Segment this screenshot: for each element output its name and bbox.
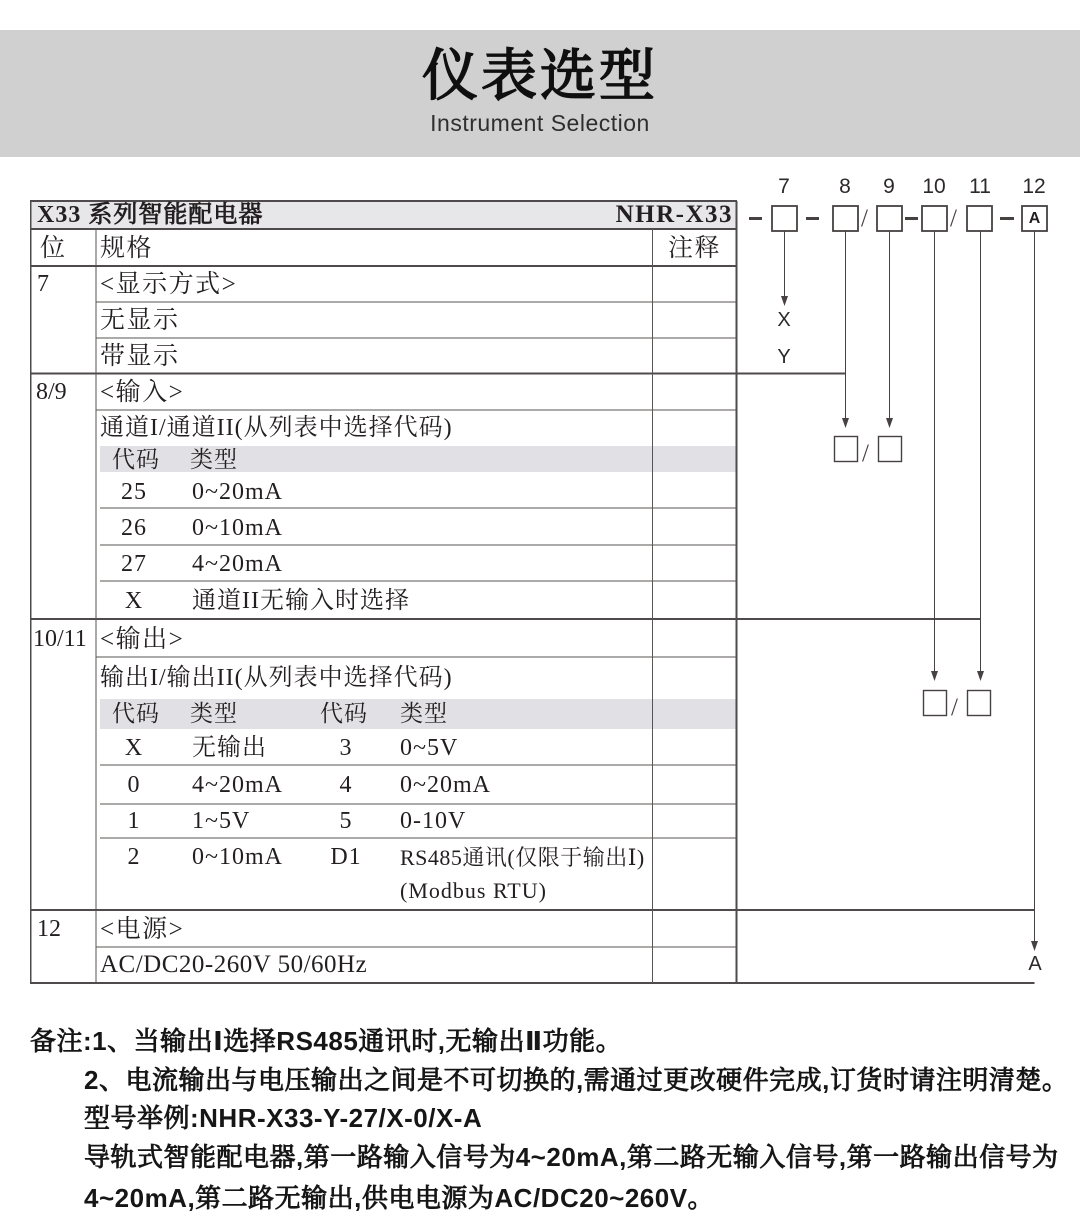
input-code-header: 代码 [112,447,160,472]
power-code-a: A [1028,953,1042,975]
output-type-1: 1~5V [192,808,251,834]
model-number: NHR-X33 [615,201,733,228]
input-code: 26 [121,515,147,541]
channel-slash: / [951,694,958,721]
output-type-2: 0~20mA [400,772,491,798]
note-line-1: 备注:1、当输出Ⅰ选择RS485通讯时,无输出Ⅱ功能。 [30,1026,623,1056]
display-header: <显示方式> [100,271,238,298]
input-type: 4~20mA [192,551,283,577]
output-type-1: 4~20mA [192,772,283,798]
display-option-with: 带显示 [100,343,180,370]
code-slash: / [950,205,957,232]
input-type-header: 类型 [190,447,238,472]
output-channel2-box [968,691,991,716]
digit-label-8: 8 [839,175,851,198]
power-value: AC/DC20-260V 50/60Hz [100,951,368,978]
output-code-1: X [124,735,144,761]
dash-separator [905,217,918,220]
suffix-code-a: A [1028,210,1041,227]
digit-label-7: 7 [778,175,790,198]
output-code-2: 4 [339,772,353,798]
display-code-y: Y [777,346,791,368]
note-line-3: 型号举例:NHR-X33-Y-27/X-0/X-A [84,1103,483,1133]
output-channel1-box [924,691,947,716]
input-channel1-box [835,437,858,462]
power-header: <电源> [100,916,185,943]
digit-label-11: 11 [969,175,991,198]
input-type: 0~10mA [192,515,283,541]
digit-label-9: 9 [883,175,895,198]
code-box-7 [772,206,797,231]
digit-label-12: 12 [1022,175,1046,198]
output-header: <输出> [100,626,185,653]
input-type: 通道II无输入时选择 [192,588,410,614]
input-header: <输入> [100,379,185,406]
display-option-none: 无显示 [100,307,180,334]
output-subtitle: 输出I/输出II(从列表中选择代码) [100,665,453,691]
output-code-1: 1 [127,808,141,834]
note-line-5: 4~20mA,第二路无输出,供电电源为AC/DC20~260V。 [84,1183,715,1213]
col-header-spec: 规格 [100,235,154,262]
output-code-1: 0 [127,772,141,798]
display-code-x: X [777,309,791,331]
output-code-2: 3 [339,735,353,761]
output-type-header-2: 类型 [400,701,448,726]
note-line-2: 2、电流输出与电压输出之间是不可切换的,需通过更改硬件完成,订货时请注明清楚。 [84,1065,1069,1095]
digit-label-10: 10 [922,175,946,198]
section-pos-12: 12 [37,916,61,942]
section-pos-7: 7 [37,271,49,297]
input-code: X [124,588,144,614]
col-header-pos: 位 [40,235,67,262]
output-code-header-2: 代码 [320,701,368,726]
section-pos-8-9: 8/9 [36,379,67,405]
output-type-2-note: (Modbus RTU) [400,878,547,903]
dash-separator [1000,217,1014,220]
page-title: 仪表选型 [422,44,658,107]
section-pos-10-11: 10/11 [33,626,87,652]
page-subtitle: Instrument Selection [430,110,650,136]
input-type: 0~20mA [192,479,283,505]
channel-code-boxes [835,437,991,716]
output-type-1: 0~10mA [192,844,283,870]
note-line-4: 导轨式智能配电器,第一路输入信号为4~20mA,第二路无输入信号,第一路输出信号为 [84,1142,1059,1172]
output-type-1: 无输出 [192,735,267,761]
output-type-2: RS485通讯(仅限于输出Ⅰ) [400,845,645,870]
col-header-note: 注释 [667,235,721,262]
code-diagram [772,206,1047,951]
code-box-11 [967,206,992,231]
code-arrow-stems [785,231,1035,941]
output-code-header-1: 代码 [112,701,160,726]
output-type-header-1: 类型 [190,701,238,726]
input-code: 27 [121,551,147,577]
input-code: 25 [121,479,147,505]
code-box-8 [833,206,858,231]
code-box-9 [877,206,902,231]
series-title: X33 系列智能配电器 [37,202,264,228]
dash-separator [749,217,762,220]
output-code-2: D1 [330,844,362,870]
arrowheads [781,296,1038,951]
output-code-2: 5 [339,808,353,834]
dash-separator [806,217,819,220]
code-slash: / [861,205,868,232]
code-box-10 [922,206,947,231]
input-subtitle: 通道I/通道II(从列表中选择代码) [100,415,453,441]
output-code-1: 2 [127,844,141,870]
output-type-2: 0-10V [400,808,467,834]
channel-slash: / [862,440,869,467]
output-type-2: 0~5V [400,735,459,761]
input-channel2-box [879,437,902,462]
